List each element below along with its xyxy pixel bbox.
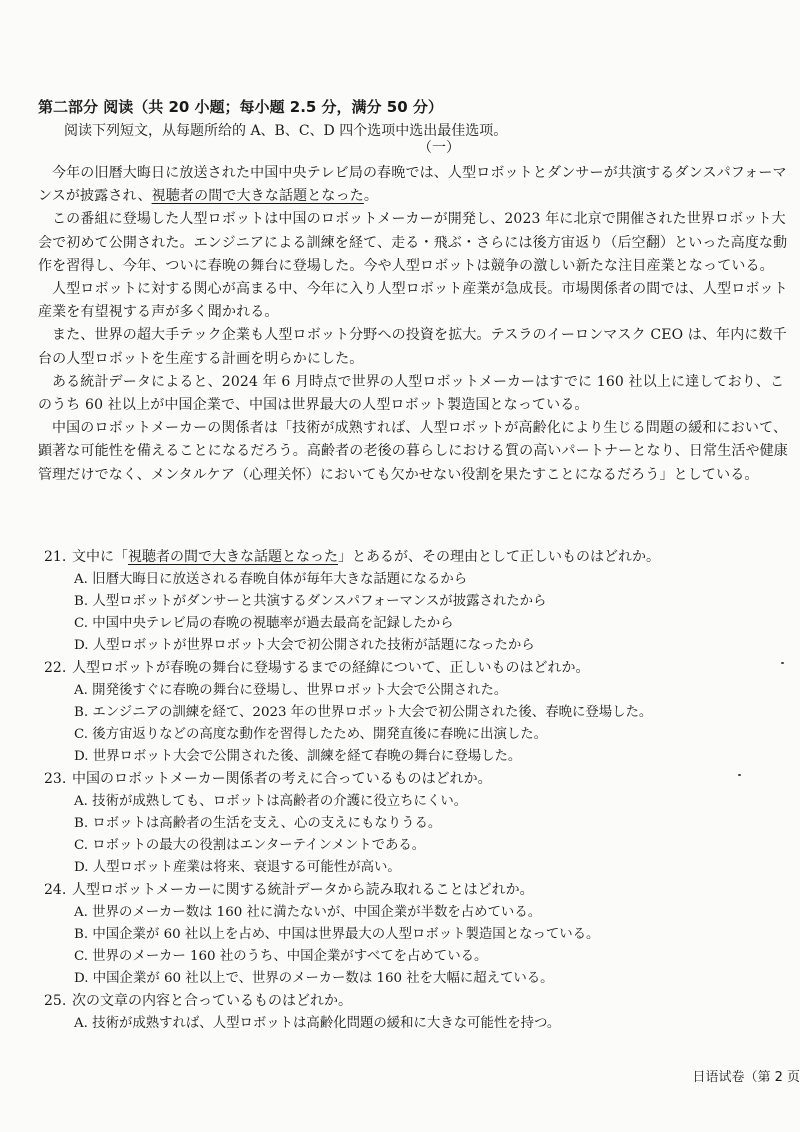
question-number: 21. xyxy=(44,549,67,565)
option-a: A. 開発後すぐに春晩の舞台に登場し、世界ロボット大会で公開された。 xyxy=(74,683,508,698)
passage-paragraph-3: 人型ロボットに対する関心が高まる中、今年に入り人型ロボット産業が急成長。市場関係者の間では、人型ロボット産業を有望視する声が多く聞かれる。 xyxy=(38,281,788,321)
question-stem xyxy=(44,546,794,569)
question-21 xyxy=(44,546,794,657)
stem-text: 中国のロボットメーカー関係者の考えに合っているものはどれか。 xyxy=(72,771,492,787)
section-heading: 第二部分 阅读（共 20 小题；每小题 2.5 分，满分 50 分） xyxy=(38,98,443,116)
option-b: B. 人型ロボットがダンサーと共演するダンスパフォーマンスが披露されたから xyxy=(74,594,547,609)
passage-paragraph-5: ある統計データによると、2024 年 6 月時点で世界の人型ロボットメーカーはすでに 160 社以上に達しており、このうち 60 社以上が中国企業で、中国は世界最大の人型ロボット製造国となっている。 xyxy=(38,373,785,414)
question-23 xyxy=(44,768,794,879)
option-d: D. 世界ロボット大会で公開された後、訓練を経て春晩の舞台に登場した。 xyxy=(74,749,522,764)
option-a: A. 世界のメーカー数は 160 社に満たないが、中国企業が半数を占めている。 xyxy=(74,905,542,920)
stem-text: 」とあるが、その理由として正しいものはどれか。 xyxy=(338,549,660,565)
scan-speck xyxy=(738,774,741,776)
option-b: B. 中国企業が 60 社以上を占め、中国は世界最大の人型ロボット製造国となっている。 xyxy=(74,927,600,942)
question-number: 22. xyxy=(44,660,67,676)
question-22 xyxy=(44,657,794,768)
reading-passage xyxy=(38,162,790,487)
passage-paragraph-2: この番組に登場した人型ロボットは中国のロボットメーカーが開発し、2023 年に北京で開催された世界ロボット大会で初めて公開された。エンジニアによる訓練を経て、走る・飛ぶ・さらには後方宙返り（后空翻）といった高度な動作を習得し、今年、ついに春晩の舞台に登場した。今や人型ロボットは競争の激しい新たな注目産業となっている。 xyxy=(38,211,788,274)
question-stem xyxy=(44,879,794,902)
question-number: 25. xyxy=(44,993,67,1009)
paragraph-text: 。 xyxy=(363,188,379,205)
question-stem xyxy=(44,768,794,791)
question-stem xyxy=(44,657,794,680)
stem-text: 文中に「 xyxy=(72,549,128,565)
question-number: 24. xyxy=(44,882,67,898)
option-c: C. 世界のメーカー 160 社のうち、中国企業がすべてを占めている。 xyxy=(74,949,488,964)
option-c: C. ロボットの最大の役割はエンターテインメントである。 xyxy=(74,838,426,853)
instruction-text: 阅读下列短文，从每题所给的 A、B、C、D 四个选项中选出最佳选项。 xyxy=(64,123,508,139)
option-c: C. 後方宙返りなどの高度な動作を習得したため、開発直後に春晩に出演した。 xyxy=(74,727,548,742)
option-b: B. エンジニアの訓練を経て、2023 年の世界ロボット大会で初公開された後、春晩に登場した。 xyxy=(74,705,653,720)
question-stem xyxy=(44,990,794,1013)
scan-speck xyxy=(781,662,784,664)
option-a: A. 技術が成熟しても、ロボットは高齢者の介護に役立ちにくい。 xyxy=(74,794,468,809)
page-footer: 日语试卷（第 2 页 xyxy=(692,1070,800,1085)
question-24 xyxy=(44,879,794,990)
underlined-phrase: 視聴者の間で大きな話題となった xyxy=(128,549,338,565)
passage-paragraph-4: また、世界の超大手テック企業も人型ロボット分野への投資を拡大。テスラのイーロンマスク CEO は、年内に数千台の人型ロボットを生産する計画を明らかにした。 xyxy=(38,327,787,367)
option-b: B. ロボットは高齢者の生活を支え、心の支えにもなりうる。 xyxy=(74,816,442,831)
stem-text: 人型ロボットメーカーに関する統計データから読み取れることはどれか。 xyxy=(72,882,534,898)
paragraph-text: 今年の旧暦大晦日に放送された中国中央テレビ局の春晩では、人型ロボットとダンサーが共演するダンスパフォーマンスが披露され、 xyxy=(38,165,787,205)
option-d: D. 人型ロボットが世界ロボット大会で初公開された技術が話題になったから xyxy=(74,638,535,653)
question-list xyxy=(44,546,794,1035)
question-25 xyxy=(44,990,794,1035)
stem-text: 次の文章の内容と合っているものはどれか。 xyxy=(72,993,352,1009)
option-d: D. 中国企業が 60 社以上で、世界のメーカー数は 160 社を大幅に超えている。 xyxy=(74,971,554,986)
passage-number: （一） xyxy=(418,140,460,156)
option-d: D. 人型ロボット産業は将来、衰退する可能性が高い。 xyxy=(74,860,401,875)
option-a: A. 技術が成熟すれば、人型ロボットは高齢化問題の緩和に大きな可能性を持つ。 xyxy=(74,1016,561,1031)
passage-paragraph-1 xyxy=(38,162,790,208)
passage-paragraph-6: 中国のロボットメーカーの関係者は「技術が成熟すれば、人型ロボットが高齢化により生じる問題の緩和において、顕著な可能性を備えることになるだろう。高齢者の老後の暮らしにおける質の高いパートナーとなり、日常生活や健康管理だけでなく、メンタルケア（心理关怀）においても欠かせない役割を果たすことになるだろう」としている。 xyxy=(38,420,788,483)
question-number: 23. xyxy=(44,771,67,787)
option-c: C. 中国中央テレビ局の春晩の視聴率が過去最高を記録したから xyxy=(74,616,454,631)
option-a: A. 旧暦大晦日に放送される春晩自体が毎年大きな話題になるから xyxy=(74,572,468,587)
underlined-phrase: 視聴者の間で大きな話題となった xyxy=(151,188,364,205)
stem-text: 人型ロボットが春晩の舞台に登場するまでの経緯について、正しいものはどれか。 xyxy=(72,660,590,676)
